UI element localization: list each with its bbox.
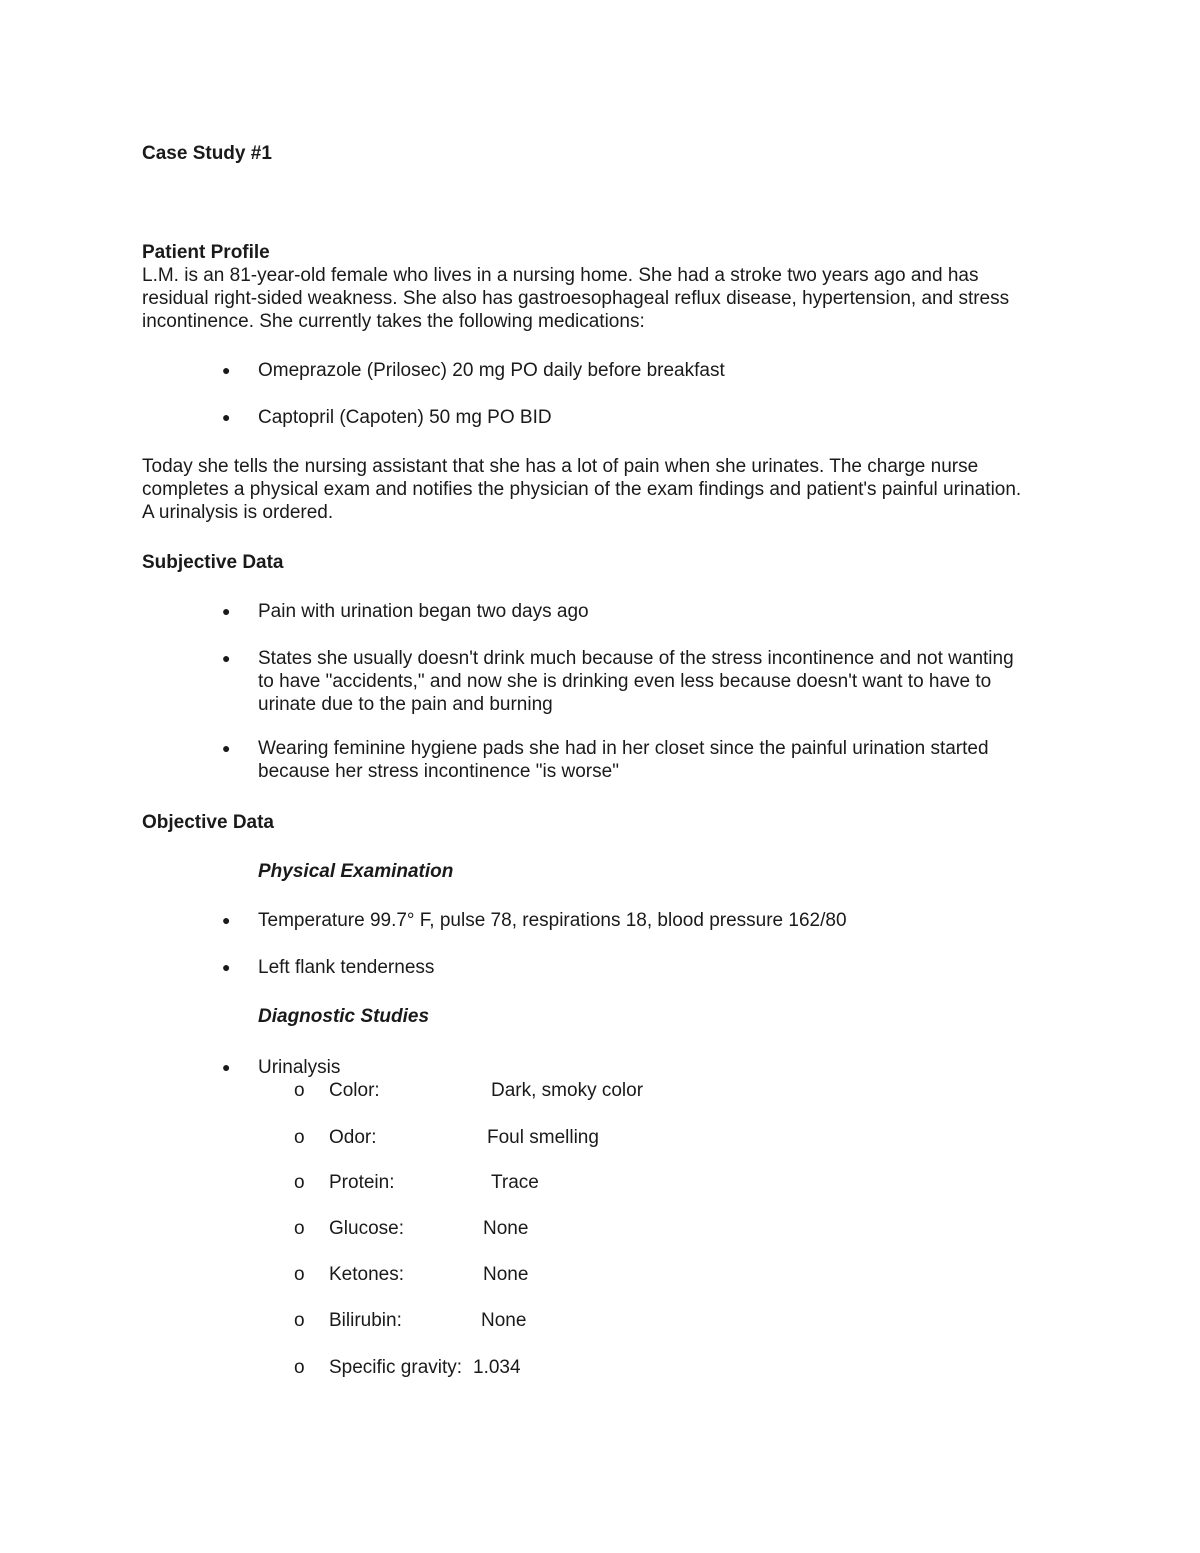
bullet-icon: ● [222,603,231,619]
bullet-icon: ● [222,409,231,425]
objective-heading: Objective Data [142,812,274,833]
urinalysis-row-label: Specific gravity: [329,1357,463,1378]
profile-line: L.M. is an 81-year-old female who lives in a nursing home. She had a stroke two years ago and has [142,265,979,286]
urinalysis-row-value: Trace [491,1172,539,1193]
bullet-icon: ● [222,740,231,756]
urinalysis-row-value: None [481,1310,527,1331]
sub-bullet-icon: o [294,1218,305,1239]
urinalysis-row-value: Foul smelling [487,1127,599,1148]
diagnostic-studies-heading: Diagnostic Studies [258,1006,430,1027]
today-line: A urinalysis is ordered. [142,502,334,523]
urinalysis-row-value: Dark, smoky color [491,1080,644,1101]
urinalysis-row-label: Glucose: [329,1218,404,1239]
sub-bullet-icon: o [294,1127,305,1148]
bullet-icon: ● [222,912,231,928]
profile-line: residual right-sided weakness. She also has gastroesophageal reflux disease, hypertension, and stress [142,288,1010,309]
subjective-item-line: Wearing feminine hygiene pads she had in her closet since the painful urination started [258,738,989,759]
sub-bullet-icon: o [294,1264,305,1285]
medication-item: Captopril (Capoten) 50 mg PO BID [258,407,552,428]
bullet-icon: ● [222,959,231,975]
today-line: completes a physical exam and notifies the physician of the exam findings and patient's painful urination. [142,479,1022,500]
subjective-item-line: States she usually doesn't drink much because of the stress incontinence and not wanting [258,648,1014,669]
subjective-item-line: because her stress incontinence "is worse" [258,761,619,782]
document-title: Case Study #1 [142,143,272,164]
sub-bullet-icon: o [294,1310,305,1331]
urinalysis-row-value: None [483,1264,529,1285]
bullet-icon: ● [222,650,231,666]
physical-exam-item: Left flank tenderness [258,957,435,978]
sub-bullet-icon: o [294,1172,305,1193]
urinalysis-row-label: Protein: [329,1172,395,1193]
patient-profile-heading: Patient Profile [142,242,270,263]
urinalysis-row-value: 1.034 [473,1357,521,1378]
physical-exam-heading: Physical Examination [258,861,454,882]
urinalysis-row-label: Color: [329,1080,380,1101]
urinalysis-row-label: Ketones: [329,1264,404,1285]
subjective-item-line: urinate due to the pain and burning [258,694,553,715]
subjective-item-line: to have "accidents," and now she is drinking even less because doesn't want to have to [258,671,992,692]
bullet-icon: ● [222,1059,231,1075]
physical-exam-item: Temperature 99.7° F, pulse 78, respirations 18, blood pressure 162/80 [258,910,847,931]
sub-bullet-icon: o [294,1357,305,1378]
subjective-heading: Subjective Data [142,552,284,573]
sub-bullet-icon: o [294,1080,305,1101]
profile-line: incontinence. She currently takes the following medications: [142,311,645,332]
urinalysis-row-label: Odor: [329,1127,377,1148]
bullet-icon: ● [222,362,231,378]
medication-item: Omeprazole (Prilosec) 20 mg PO daily before breakfast [258,360,725,381]
urinalysis-row-label: Bilirubin: [329,1310,402,1331]
urinalysis-label: Urinalysis [258,1057,341,1078]
urinalysis-row-value: None [483,1218,529,1239]
today-line: Today she tells the nursing assistant that she has a lot of pain when she urinates. The charge nurse [142,456,979,477]
subjective-item: Pain with urination began two days ago [258,601,589,622]
